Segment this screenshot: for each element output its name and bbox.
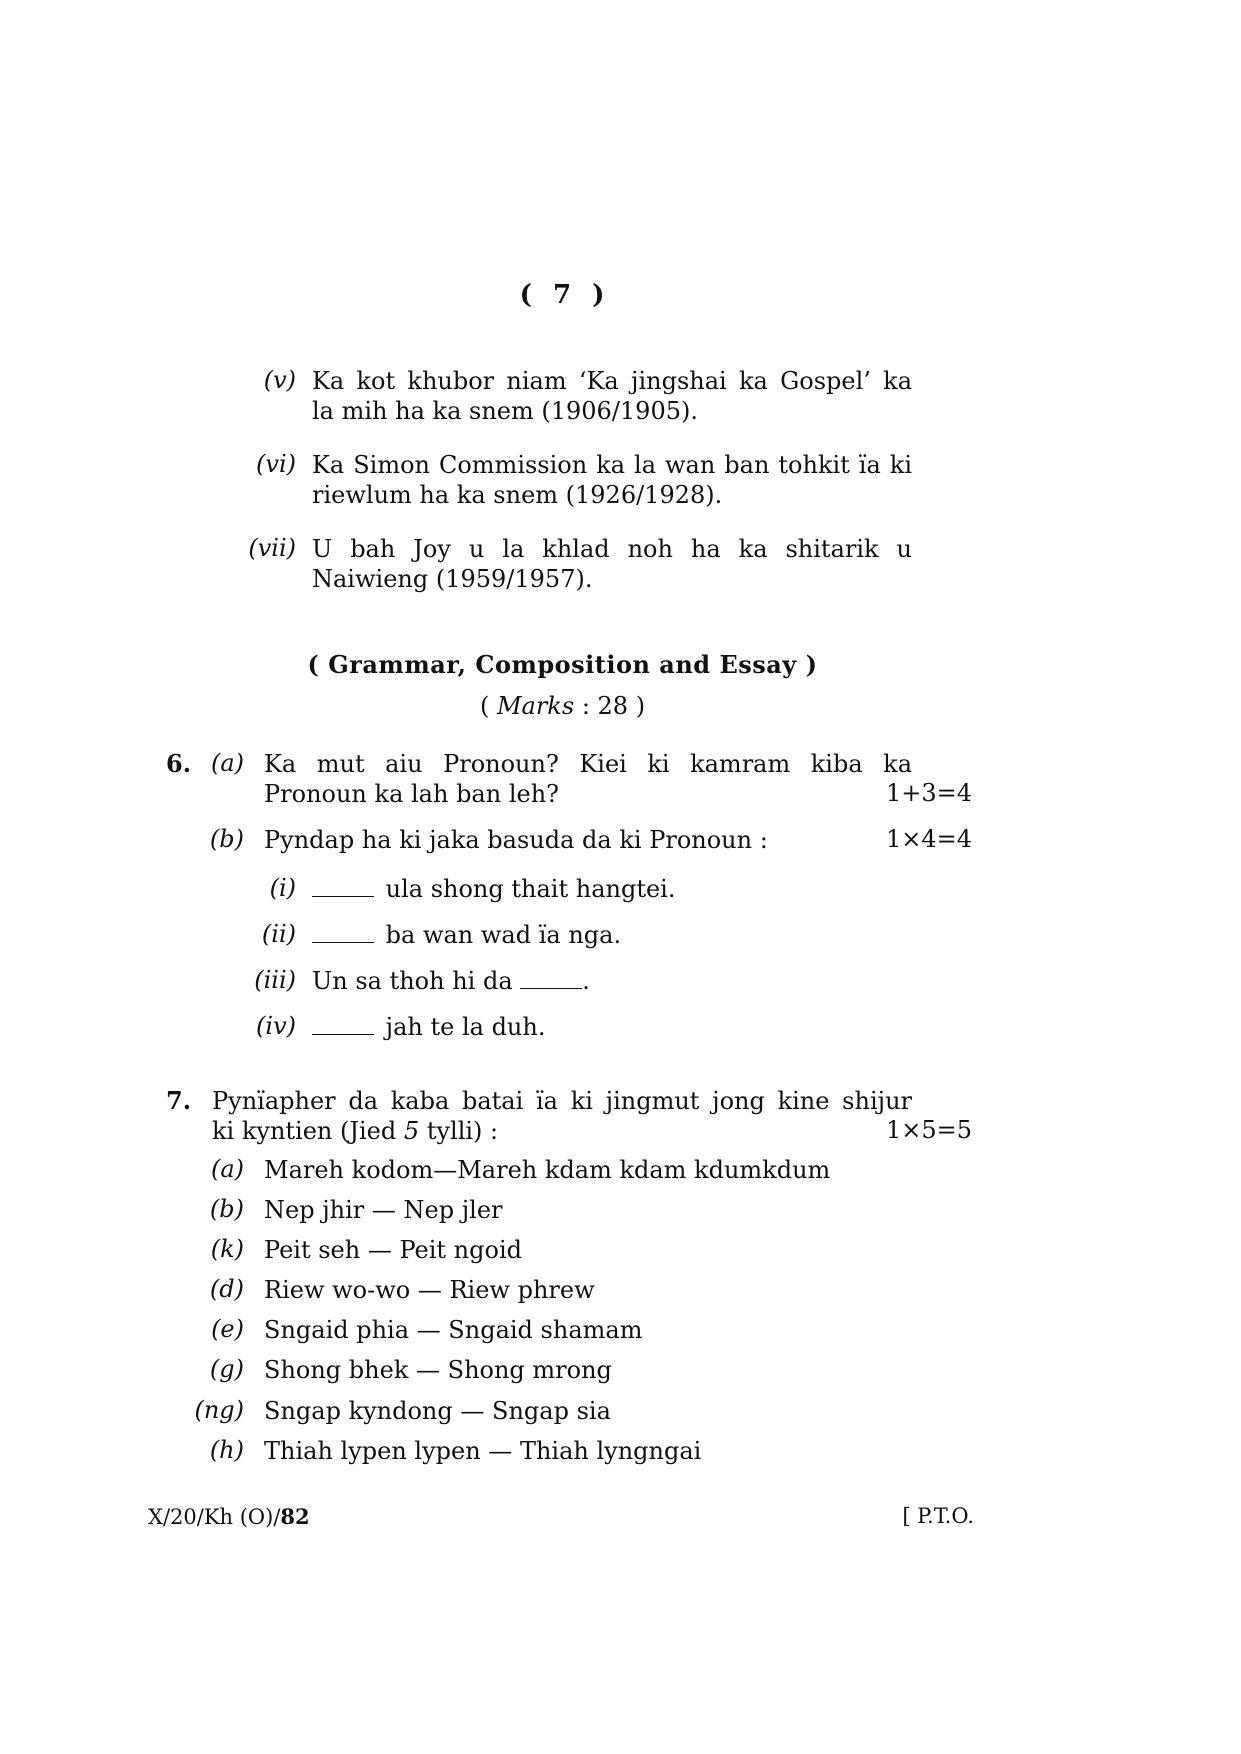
section-marks-value: : 28 ) (581, 692, 646, 720)
blank-item-ii-label: (ii) (261, 920, 296, 948)
blank-item-i-label: (i) (269, 874, 296, 902)
idiom-g-text: Shong bhek — Shong mrong (264, 1356, 612, 1384)
answer-blank (312, 876, 374, 897)
question-7-line2-pre: ki kyntien (Jied (212, 1117, 397, 1145)
item-label-vii: (vii) (248, 534, 296, 562)
blank-item-iii-text: Un sa thoh hi da (312, 967, 513, 995)
item-v-line1: Ka kot khubor niam ‘Ka jingshai ka Gospel’ ka (312, 367, 912, 395)
question-7-line2-num: 5 (403, 1117, 420, 1145)
paper-code (148, 1504, 310, 1529)
blank-item-i (312, 874, 675, 904)
question-6a-marks: 1+3=4 (885, 779, 972, 807)
blank-item-iv (312, 1012, 545, 1042)
answer-blank (520, 968, 582, 989)
idiom-h-text: Thiah lypen lypen — Thiah lyngngai (264, 1437, 702, 1465)
item-label-v: (v) (263, 366, 296, 394)
idiom-ng-text: Sngap kyndong — Sngap sia (264, 1397, 611, 1425)
question-7-number: 7. (166, 1086, 192, 1115)
question-7-line1: Pynïapher da kaba batai ïa ki jingmut jong kine shijur (212, 1087, 912, 1115)
answer-blank (312, 1014, 374, 1035)
item-vi-line1: Ka Simon Commission ka la wan ban tohkit ïa ki (312, 451, 912, 479)
item-text-v (312, 366, 912, 426)
blank-item-ii-text: ba wan wad ïa nga. (385, 921, 622, 949)
page-number: ( 7 ) (519, 280, 611, 310)
idiom-b-label: (b) (209, 1195, 244, 1223)
question-6b-text: Pyndap ha ki jaka basuda da ki Pronoun : (264, 826, 768, 854)
idiom-e-label: (e) (211, 1315, 244, 1343)
question-7-line2-post: tylli) : (426, 1117, 499, 1145)
question-7-line2 (212, 1117, 498, 1145)
please-turn-over: [ P.T.O. (902, 1504, 974, 1528)
idiom-e-text: Sngaid phia — Sngaid shamam (264, 1316, 643, 1344)
idiom-k-text: Peit seh — Peit ngoid (264, 1236, 522, 1264)
section-marks (0, 692, 1125, 720)
question-6-number: 6. (166, 749, 192, 778)
blank-item-i-text: ula shong thait hangtei. (385, 875, 676, 903)
question-7-marks: 1×5=5 (885, 1116, 972, 1144)
idiom-d-text: Riew wo-wo — Riew phrew (264, 1276, 595, 1304)
question-6a-text (264, 749, 912, 809)
blank-item-iii (312, 966, 590, 996)
question-7-text (212, 1086, 912, 1146)
idiom-b-text: Nep jhir — Nep jler (264, 1196, 503, 1224)
item-vii-line2: Naiwieng (1959/1957). (312, 565, 593, 593)
section-marks-label: Marks (496, 692, 575, 720)
idiom-ng-label: (ng) (194, 1396, 244, 1424)
item-text-vi (312, 450, 912, 510)
idiom-k-label: (k) (210, 1235, 244, 1263)
section-title: ( Grammar, Composition and Essay ) (307, 650, 818, 679)
paper-code-number: 82 (280, 1504, 310, 1529)
item-vii-line1: U bah Joy u la khlad noh ha ka shitarik u (312, 535, 912, 563)
question-6b-label: (b) (209, 825, 244, 853)
blank-item-ii (312, 920, 621, 950)
question-6a-line1: Ka mut aiu Pronoun? Kiei ki kamram kiba ka (264, 750, 912, 778)
blank-item-iv-text: jah te la duh. (385, 1013, 546, 1041)
idiom-a-label: (a) (210, 1155, 244, 1183)
blank-item-iii-label: (iii) (254, 966, 296, 994)
item-v-line2: la mih ha ka snem (1906/1905). (312, 397, 698, 425)
question-6a-label: (a) (210, 749, 244, 777)
question-6a-line2: Pronoun ka lah ban leh? (264, 780, 560, 808)
section-marks-open: ( (479, 692, 490, 720)
answer-blank (312, 922, 374, 943)
blank-item-iii-end: . (582, 967, 590, 995)
question-6b-marks: 1×4=4 (885, 825, 972, 853)
item-text-vii (312, 534, 912, 594)
idiom-a-text: Mareh kodom—Mareh kdam kdam kdumkdum (264, 1156, 831, 1184)
blank-item-iv-label: (iv) (256, 1012, 296, 1040)
idiom-h-label: (h) (209, 1436, 244, 1464)
idiom-d-label: (d) (209, 1275, 244, 1303)
paper-code-prefix: X/20/Kh (O)/ (148, 1505, 281, 1529)
item-label-vi: (vi) (256, 450, 296, 478)
item-vi-line2: riewlum ha ka snem (1926/1928). (312, 481, 723, 509)
idiom-g-label: (g) (209, 1355, 244, 1383)
